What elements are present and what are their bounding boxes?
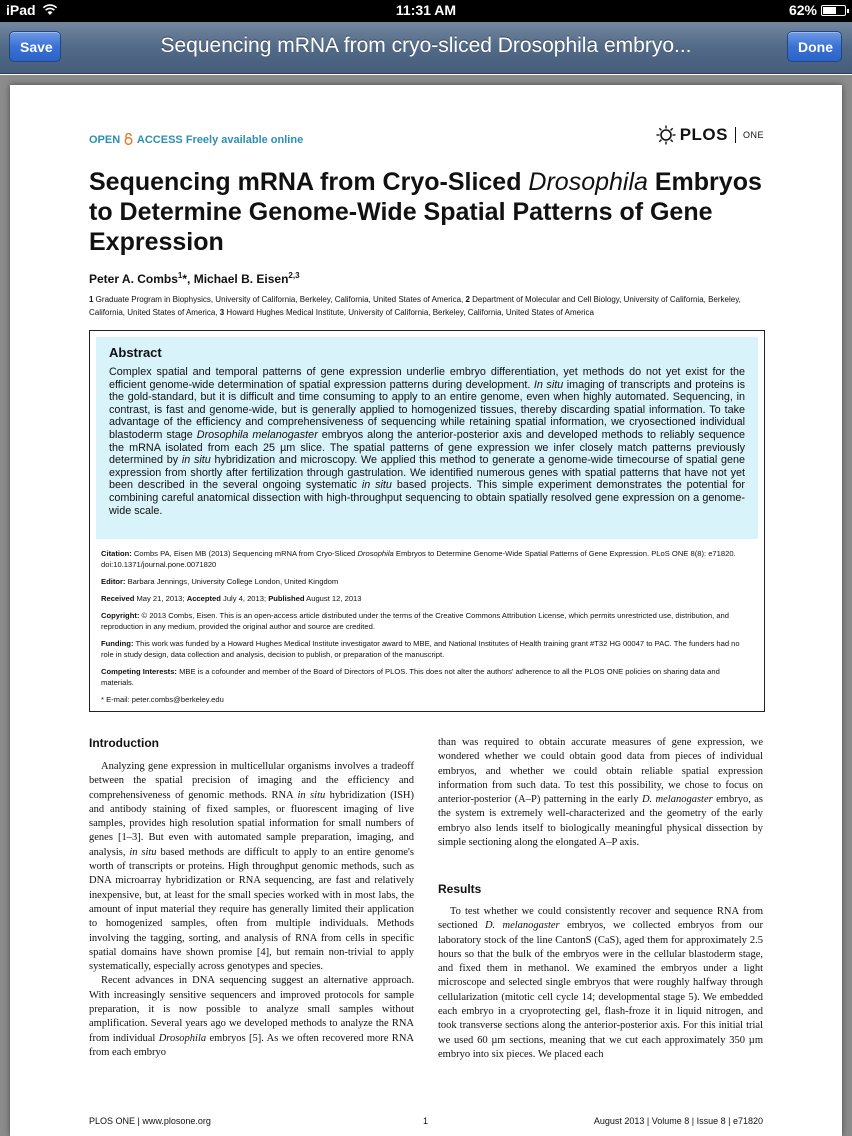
footer-issue: August 2013 | Volume 8 | Issue 8 | e71820 [593,1116,763,1126]
funding: Funding: This work was funded by a Howard Hughes Medical Institute investigator award to MBE, and National Institutes of Health training grant #T32 HG 00047 to PAC. The funders had no role in study design, data collection and analysis, decision to publish, or preparation of the manuscript. [101,639,740,659]
save-button[interactable]: Save [9,31,61,62]
citation: Citation: Combs PA, Eisen MB (2013) Sequencing mRNA from Cryo-Sliced Drosophila Embryos to Determine Genome-Wide Spatial Patterns of Gene Expression. PLoS ONE 8(8): e71820. doi:10.1371/journal.pone.0071820 [101,549,736,569]
results-paragraph: To test whether we could consistently recover and sequence RNA from sectioned D. melanogaster embryos, we collected embryos from our laboratory stock of the line CantonS (CaS), aged them for approximately 2.5 hours so that the bulk of the embryos were in the cellular blastoderm stage, and fixed them in methanol. We examined the embryos under a light microscope and selected single embryos that were roughly halfway through cellularization (mitotic cell cycle 14; developmental stage 5). We embedded each embryo in a cryoprotecting gel, flash-froze it in liquid nitrogen, and took transverse sections along the anterior-posterior axis. For this initial trial we used 60 µm sections, meaning that we cut each approximately 350 µm embryo into six pieces. We placed each [438,906,763,1060]
pdf-page [10,85,842,1136]
abstract-heading: Abstract [109,345,162,360]
status-bar [0,0,852,22]
intro-paragraph-1: Analyzing gene expression in multicellular organisms involves a tradeoff between the spatial precision of imaging and the efficiency and comprehensiveness of genomic methods. RNA in situ hybridization (ISH) and antibody staining of fixed samples, or fluorescent imaging of live samples, provides high resolution spatial information for small numbers of genes [1–3]. But even with automated sample preparation, imaging, and analysis, in situ based methods are difficult to apply to an entire genome's worth of transcripts or proteins. High throughput genomic methods, such as DNA microarray hybridization or RNA sequencing, are fast and relatively inexpensive, but, at least for the small species worked with in most labs, the amount of input material they require has generally limited their application to homogenized samples, often from multiple individuals. Methods involving the tagging, sorting, and analysis of RNA from cells in specific spatial domains have shown promise [4], but remain non-trivial to apply systematically, especially across genotypes and species. [89,761,414,973]
introduction-column [89,760,414,1060]
abstract-text: Complex spatial and temporal patterns of gene expression underlie embryo differentiation, yet methods do not yet exist for the efficient genome-wide determination of spatial expression patterns during development. In situ imaging of transcripts and proteins is the gold-standard, but it is difficult and time consuming to apply to an entire genome, even when highly automated. Sequencing, in contrast, is fast and genome-wide, but is generally applied to homogenized tissues, thereby discarding spatial information. To take advantage of the efficiency and comprehensiveness of sequencing while retaining spatial information, we cryosectioned individual blastoderm stage Drosophila melanogaster embryos along the anterior-posterior axis and developed methods to reliably sequence the mRNA isolated from each 25 µm slice. The spatial patterns of gene expression we infer closely match patterns previously determined by in situ hybridization and microscopy. We applied this method to generate a genome-wide timecourse of spatial gene expression from shortly after fertilization through gastrulation. We identified numerous genes with spatial patterns that have not yet been described in the several ongoing systematic in situ based projects. This simple experiment demonstrates the potential for combining careful anatomical dissection with high-throughput sequencing to obtain spatially resolved gene expression on a genome-wide scale. [109,366,746,517]
editor: Editor: Barbara Jennings, University College London, United Kingdom [101,577,339,586]
abstract [96,337,758,539]
dates: Received May 21, 2013; Accepted July 4, 2013; Published August 12, 2013 [101,594,362,603]
copyright: Copyright: © 2013 Combs, Eisen. This is an open-access article distributed under the terms of the Creative Commons Attribution License, which permits unrestricted use, distribution, and reproduction in any medium, provided the original author and source are credited. [101,611,730,631]
results-column [438,905,763,1062]
carrier-label: iPad [6,2,36,18]
publisher-journal: ONE [742,130,764,140]
document-title: Sequencing mRNA from cryo-sliced Drosophila embryo... [160,34,692,57]
plos-logo [656,125,764,145]
navigation-bar [0,22,852,74]
intro-continued: than was required to obtain accurate measures of gene expression, we wondered whether we could obtain good data from pieces of individual embryos, and whether we could obtain reliable spatial expression information from such data. To test this possibility, we chose to focus on anterior-posterior (A–P) patterning in the early D. melanogaster embryo, as the system is extremely well-characterized and the geometry of the early embryo also lends itself to biologically meaningful physical dissection by simple sectioning along the elongated A–P axis. [438,737,763,849]
publisher-name: PLOS [679,125,728,144]
battery-percent: 62% [788,2,817,18]
paper-title: Sequencing mRNA from Cryo-Sliced Drosophila Embryos to Determine Genome-Wide Spatial Patterns of Gene Expression [89,168,762,256]
page-number: 1 [423,1116,429,1126]
abstract-box [89,330,765,712]
email: * E-mail: peter.combs@berkeley.edu [101,695,224,704]
author-list: Peter A. Combs$^1$*, Michael B. Eisen$^{2,3}$ [89,271,300,286]
intro-paragraph-2: Recent advances in DNA sequencing suggest an alternative approach. With increasingly sensitive sequencers and improved protocols for sample preparation, it is now possible to analyze small samples without amplification. Several years ago we developed methods to analyze the RNA from individual Drosophila embryos [5]. As we often recovered more RNA from each embryo [89,975,414,1058]
battery-icon [821,5,846,16]
plos-sun-icon [656,125,676,145]
footer-journal: PLOS ONE | www.plosone.org [89,1116,211,1126]
affiliations: 1 Graduate Program in Biophysics, University of California, Berkeley, California, United States of America, 2 Department of Molecular and Cell Biology, University of California, Berkeley, California, United States of America, 3 Howard Hughes Medical Institute, University of California, Berkeley, California, United States of America [89,295,741,317]
introduction-heading: Introduction [89,736,159,750]
right-column [438,736,763,850]
done-button[interactable]: Done [787,31,842,62]
open-lock-icon [124,133,133,145]
competing-interests: Competing Interests: MBE is a cofounder and member of the Board of Directors of PLOS. This does not alter the authors' adherence to all the PLOS ONE policies on sharing data and materials. [101,667,720,687]
results-heading: Results [438,882,482,896]
open-access-badge: OPEN ACCESS Freely available online [89,134,304,146]
clock: 11:31 AM [395,2,457,18]
document-viewer[interactable] [0,75,852,1136]
